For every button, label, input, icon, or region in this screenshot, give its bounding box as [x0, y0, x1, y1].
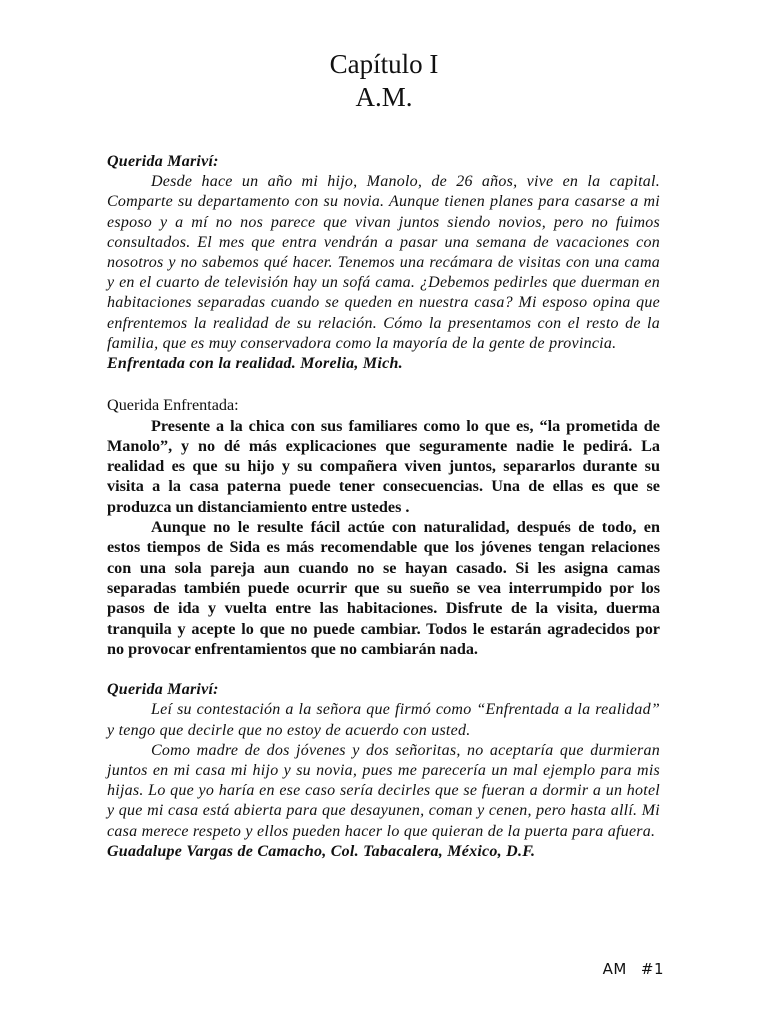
reply-paragraph: Presente a la chica con sus familiares como lo que es, “la prometida de Manolo”, y no dé más explicaciones que seguramente nadie le pedirá. La realidad es que su hijo y su compañera viven juntos, separarlos durante su visita a la casa paterna puede tener consecuencias. Una de ellas es que se produzca un distanciamiento entre ustedes .	[107, 416, 660, 516]
reply-greeting: Querida Enfrentada:	[107, 396, 239, 415]
page-footer	[589, 960, 664, 978]
reader-letter-2	[107, 680, 660, 862]
letter-greeting: Querida Mariví:	[107, 681, 219, 699]
reply-paragraph: Aunque no le resulte fácil actúe con naturalidad, después de todo, en estos tiempos de Sida es más recomendable que los jóvenes tengan relaciones con una sola pareja aun cuando no se hayan casado. Si les asigna camas separadas también puede ocurrir que su sueño se vea interrumpido por los pasos de ida y vuelta entre las habitaciones. Disfrute de la visita, duerma tranquila y acepte lo que no puede cambiar. Todos le estarán agradecidos por no provocar enfrentamientos que no cambiarán nada.	[107, 518, 660, 658]
chapter-subtitle: A.M.	[355, 82, 413, 112]
page-number: #1	[640, 960, 664, 978]
letter-signature: Enfrentada con la realidad. Morelia, Mich.	[107, 355, 403, 373]
document-body	[107, 152, 660, 862]
reader-letter-1	[107, 152, 660, 374]
letter-paragraph: Desde hace un año mi hijo, Manolo, de 26 años, vive en la capital. Comparte su departamento con su novia. Aunque tienen planes para casarse a mi esposo y a mí no nos parece que vivan juntos siendo novios, pero no fuimos consultados. El mes que entra vendrán a pasar una semana de vacaciones con nosotros y no sabemos qué hacer. Tenemos una recámara de visitas con una cama y en el cuarto de televisión hay un sofá cama. ¿Debemos pedirles que duerman en habitaciones separadas cuando se queden en nuestra casa? Mi esposo opina que enfrentemos la realidad de su relación. Cómo la presentamos con el resto de la familia, que es muy conservadora como la mayoría de la gente de provincia.	[107, 173, 660, 352]
letter-signature: Guadalupe Vargas de Camacho, Col. Tabacalera, México, D.F.	[107, 842, 536, 860]
columnist-reply	[107, 395, 660, 659]
letter-paragraph: Leí su contestación a la señora que firmó como “Enfrentada a la realidad” y tengo que decirle que no estoy de acuerdo con usted.	[107, 701, 660, 739]
chapter-title: Capítulo I	[329, 49, 439, 79]
footer-label: AM	[602, 960, 627, 978]
chapter-heading	[0, 48, 768, 114]
letter-greeting: Querida Mariví:	[107, 153, 219, 170]
letter-paragraph: Como madre de dos jóvenes y dos señoritas, no aceptaría que durmieran juntos en mi casa mi hijo y su novia, pues me parecería un mal ejemplo para mis hijas. Lo que yo haría en ese caso sería decirles que se fueran a dormir a un hotel y que mi casa está abierta para que desayunen, coman y cenen, pero hasta allí. Mi casa merece respeto y ellos pueden hacer lo que quieran de la puerta para afuera.	[107, 741, 660, 840]
